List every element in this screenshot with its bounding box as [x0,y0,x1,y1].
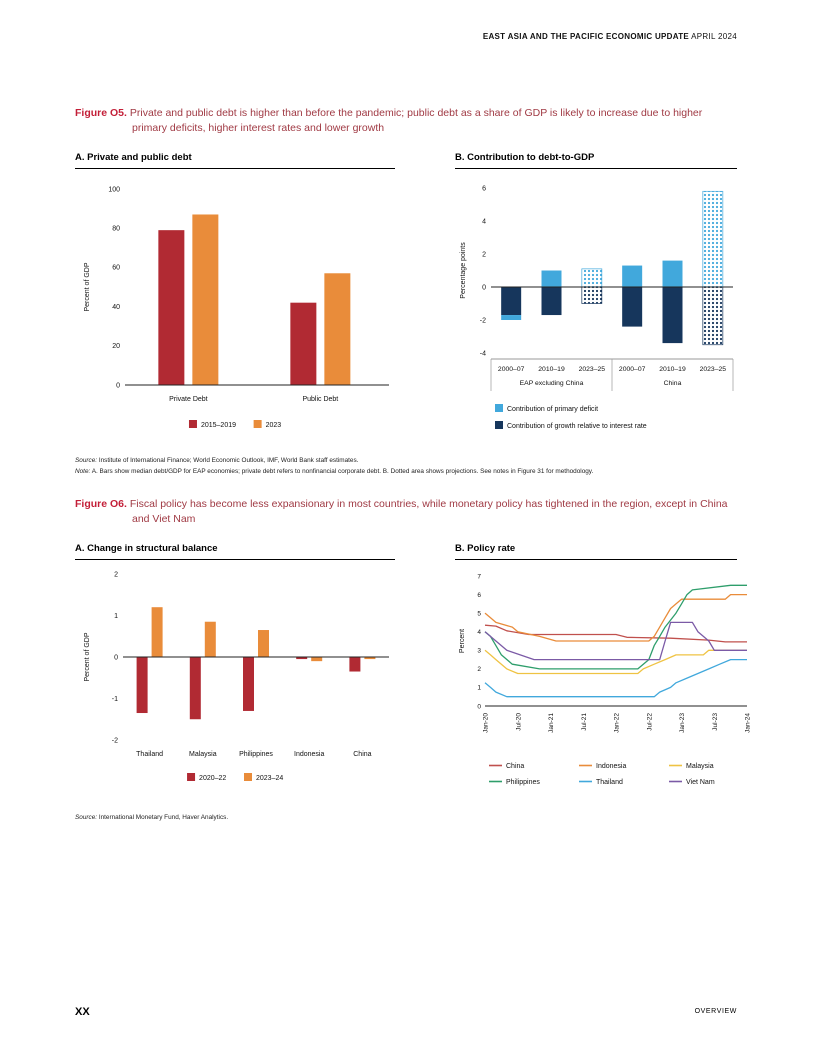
x-category-label: Public Debt [302,396,339,404]
y-tick-label: 100 [108,186,120,194]
x-category-label: China [353,751,372,759]
figure-o5-source-note [75,456,737,477]
y-tick-label: 0 [477,703,481,711]
bar [663,261,683,287]
bar [190,657,201,719]
chart-debt-contribution [455,173,737,444]
bar [311,657,322,661]
bar [258,630,269,657]
y-tick-label: 80 [112,225,120,233]
figure-o6-title: Fiscal policy has become less expansionary in most countries, while monetary policy has tightened in the region, except in China and Viet Nam [129,498,728,525]
figure-o5-heading [75,106,737,135]
y-tick-label: 60 [112,265,120,273]
figure-o5-label: Figure O5. [75,107,127,119]
legend-label: Contribution of primary deficit [507,406,599,414]
legend-label: 2020–22 [199,775,227,783]
x-category-label: Private Debt [169,396,208,404]
x-tick-label: 2000–07 [497,366,525,374]
legend-label: Indonesia [596,763,627,771]
o6b-chart-svg [455,564,755,796]
bar [158,231,184,386]
y-axis-title: Percent of GDP [84,262,91,312]
x-tick-label: 2010–19 [538,366,565,374]
figure-o6-label: Figure O6. [75,498,127,510]
series-line-Thailand [485,660,747,697]
y-tick-label: 0 [482,284,486,292]
bar [542,271,562,288]
x-category-label: Philippines [239,751,273,759]
y-tick-label: 6 [477,592,481,600]
y-axis-title: Percent [459,629,466,654]
legend-swatch [495,421,503,429]
bar-projected [703,287,723,345]
panel-o6b-title: B. Policy rate [455,543,737,560]
chart-private-public-debt [75,173,395,440]
bar [137,657,148,713]
panel-o5a-title: A. Private and public debt [75,152,395,169]
y-tick-label: -2 [479,317,486,325]
bar [205,622,216,657]
y-tick-label: 2 [114,571,118,579]
x-tick-label: 2023–25 [578,366,606,374]
figure-o5-note: Note: A. Bars show median debt/GDP for EAP economies; private debt refers to nonfinancial corporate debt. B. Dotted area shows projections. See notes in Figure 31 for methodology. [75,467,594,475]
y-tick-label: 20 [112,343,120,351]
legend-label: Thailand [596,779,623,787]
bar [622,287,642,327]
bar-projected [582,269,602,287]
page-header [483,32,737,41]
y-tick-label: 4 [477,629,481,637]
y-tick-label: 3 [477,647,481,655]
legend-swatch [254,420,262,428]
figure-o6-source: Source: International Monetary Fund, Haver Analytics. [75,814,229,822]
y-axis-title: Percent of GDP [84,632,91,682]
bar-projected [703,192,723,288]
o6a-chart-svg [75,564,395,790]
bar [192,215,218,386]
x-tick-label: 2000–07 [618,366,646,374]
y-tick-label: 6 [482,185,486,193]
figure-o6-source-note [75,813,737,823]
report-date: APRIL 2024 [691,32,737,41]
figure-o5-panels [75,152,737,444]
legend-label: 2023 [265,422,282,430]
bar [501,287,521,315]
y-tick-label: 1 [477,685,481,693]
y-tick-label: 7 [477,573,481,581]
panel-o5a [75,152,395,444]
y-tick-label: 2 [482,251,486,259]
legend-swatch [189,420,197,428]
bar [622,266,642,287]
panel-o6b [455,543,752,801]
x-tick-label: 2010–19 [659,366,686,374]
bar [349,657,360,672]
y-tick-label: -2 [111,737,118,745]
figure-o6-panels [75,543,752,801]
y-tick-label: -1 [111,696,118,704]
bar [243,657,254,711]
legend-label: Philippines [506,779,540,787]
x-category-label: Thailand [136,751,164,759]
legend-swatch [495,404,503,412]
legend-label: Contribution of growth relative to interest rate [507,423,647,431]
bar [290,303,316,385]
x-tick-label: Jul-21 [580,713,588,732]
y-tick-label: 5 [477,610,481,618]
legend-label: 2015–2019 [200,422,237,430]
figure-o6-heading [75,497,737,526]
y-tick-label: 1 [114,613,118,621]
x-tick-label: Jul-20 [515,713,523,732]
bar [501,315,521,320]
x-tick-label: Jul-22 [646,713,654,732]
panel-o6a [75,543,395,801]
y-tick-label: 4 [482,218,486,226]
o5b-chart-svg [455,173,737,439]
page-number: XX [75,1006,90,1018]
x-tick-label: Jan-24 [744,713,752,734]
bar [542,287,562,315]
bar [324,274,350,386]
y-tick-label: 2 [477,666,481,674]
bar-projected [582,287,602,304]
legend-swatch [244,773,252,781]
section-label: OVERVIEW [694,1008,737,1015]
group-label: China [663,380,682,388]
y-tick-label: 0 [114,654,118,662]
x-tick-label: Jul-23 [711,713,719,732]
chart-policy-rate [455,564,752,801]
report-title: EAST ASIA AND THE PACIFIC ECONOMIC UPDATE [482,32,690,41]
figure-o5-source: Source: Institute of International Finance; World Economic Outlook, IMF, World Bank staff estimates. [75,457,359,465]
group-label: EAP excluding China [519,380,584,388]
bar [663,287,683,343]
y-tick-label: 0 [116,382,120,390]
figure-o5 [75,106,737,477]
legend-label: China [506,763,525,771]
figure-o5-title: Private and public debt is higher than before the pandemic; public debt as a share of GDP is likely to increase due to higher primary deficits, higher interest rates and lower growth [129,107,703,134]
x-tick-label: Jan-20 [482,713,490,734]
figure-o6 [75,497,752,824]
panel-o5b [455,152,737,444]
y-tick-label: 40 [112,304,120,312]
x-category-label: Malaysia [188,751,217,759]
y-axis-title: Percentage points [460,242,467,300]
chart-structural-balance [75,564,395,795]
legend-label: 2023–24 [256,775,284,783]
legend-label: Malaysia [686,763,714,771]
x-tick-label: Jan-23 [679,713,686,734]
x-tick-label: Jan-21 [548,713,555,734]
panel-o6a-title: A. Change in structural balance [75,543,395,560]
x-tick-label: Jan-22 [613,713,621,734]
bar [152,608,163,658]
legend-swatch [187,773,195,781]
x-tick-label: 2023–25 [699,366,727,374]
o5a-chart-svg [75,173,395,435]
x-category-label: Indonesia [294,751,325,759]
legend-label: Viet Nam [686,779,715,787]
panel-o5b-title: B. Contribution to debt-to-GDP [455,152,737,169]
y-tick-label: -4 [479,350,486,358]
